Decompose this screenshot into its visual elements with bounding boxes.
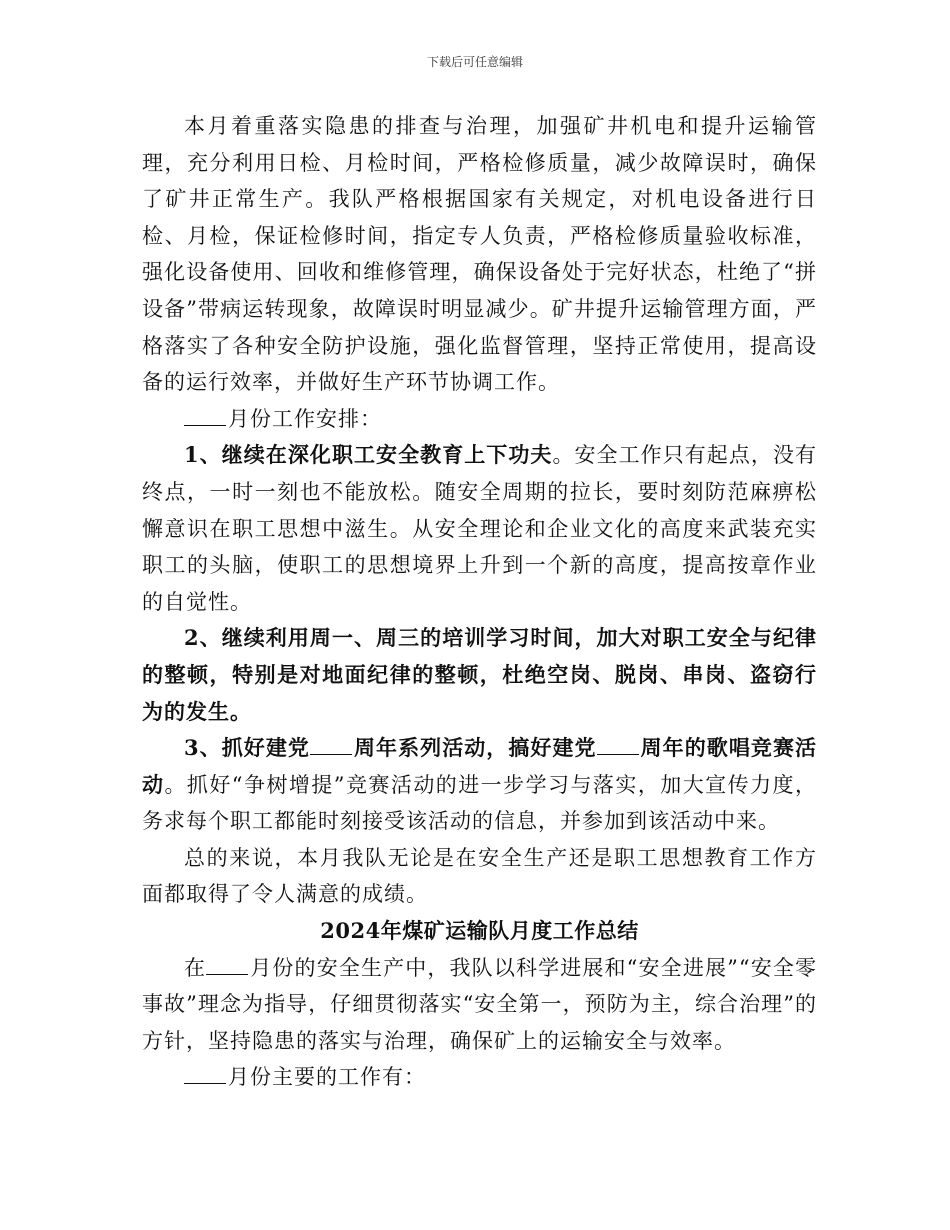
main-work-heading-text: 月份主要的工作有：: [228, 1065, 426, 1090]
work-plan-heading-text: 月份工作安排：: [228, 406, 382, 431]
plan-item-1-bold: 1、继续在深化职工安全教育上下功夫: [184, 442, 553, 468]
paragraph-maintenance: 本月着重落实隐患的排查与治理，加强矿井机电和提升运输管理，充分利用日检、月检时间，严格检修质量，减少故障误时，确保了矿井正常生产。我队严格根据国家有关规定，对机电设备进行日检、月检，保证检修时间，指定专人负责，严格检修质量验收标准，强化设备使用、回收和维修管理，确保设备处于完好状态，杜绝了“拼设备”带病运转现象，故障误时明显减少。矿井提升运输管理方面，严格落实了各种安全防护设施，强化监督管理，坚持正常使用，提高设备的运行效率，并做好生产环节协调工作。: [142, 114, 817, 395]
blank-underline: [597, 753, 639, 755]
intro-text: 月份的安全生产中，我队以科学进展和“安全进展”“安全零事故”理念为指导，仔细贯彻落实“安全第一，预防为主，综合治理”的方针，坚持隐患的落实与治理，确保矿上的运输安全与效率。: [142, 955, 817, 1053]
plan-item-3-text: 。抓好“争树增提”竞赛活动的进一步学习与落实，加大宣传力度，务求每个职工都能时刻接受该活动的信息，并参加到该活动中来。: [142, 772, 817, 834]
paragraph-work-plan-heading: [142, 401, 817, 438]
plan-item-3-bold-a: 3、抓好建党: [184, 735, 310, 761]
paragraph-summary: 总的来说，本月我队无论是在安全生产还是职工思想教育工作方面都取得了令人满意的成绩。: [142, 845, 817, 907]
plan-item-3: [142, 730, 817, 840]
plan-item-3-bold-c: 周年的歌唱竞赛活动: [142, 735, 818, 797]
blank-underline: [184, 424, 226, 426]
blank-underline: [310, 753, 352, 755]
paragraph-intro: [142, 950, 817, 1060]
intro-prefix: 在: [184, 955, 207, 980]
plan-item-1: [142, 437, 817, 620]
plan-item-1-text: 。安全工作只有起点，没有终点，一时一刻也不能放松。随安全周期的拉长，要时刻防范麻痹松懈意识在职工思想中滋生。从安全理论和企业文化的高度来武装充实职工的头脑，使职工的思想境界上升到一个新的高度，提高按章作业的自觉性。: [142, 443, 817, 614]
plan-item-2: 2、继续利用周一、周三的培训学习时间，加大对职工安全与纪律的整顿，特别是对地面纪律的整顿，杜绝空岗、脱岗、串岗、盗窃行为的发生。: [142, 625, 817, 724]
header-note: 下载后可任意编辑: [426, 55, 523, 69]
blank-underline: [206, 973, 248, 975]
paragraph-main-work-heading: [142, 1059, 817, 1096]
blank-underline: [184, 1082, 226, 1084]
plan-item-3-bold-b: 周年系列活动，搞好建党: [353, 735, 597, 761]
document-body: [142, 108, 817, 1096]
document-title: 2024年煤矿运输队月度工作总结: [320, 918, 639, 944]
